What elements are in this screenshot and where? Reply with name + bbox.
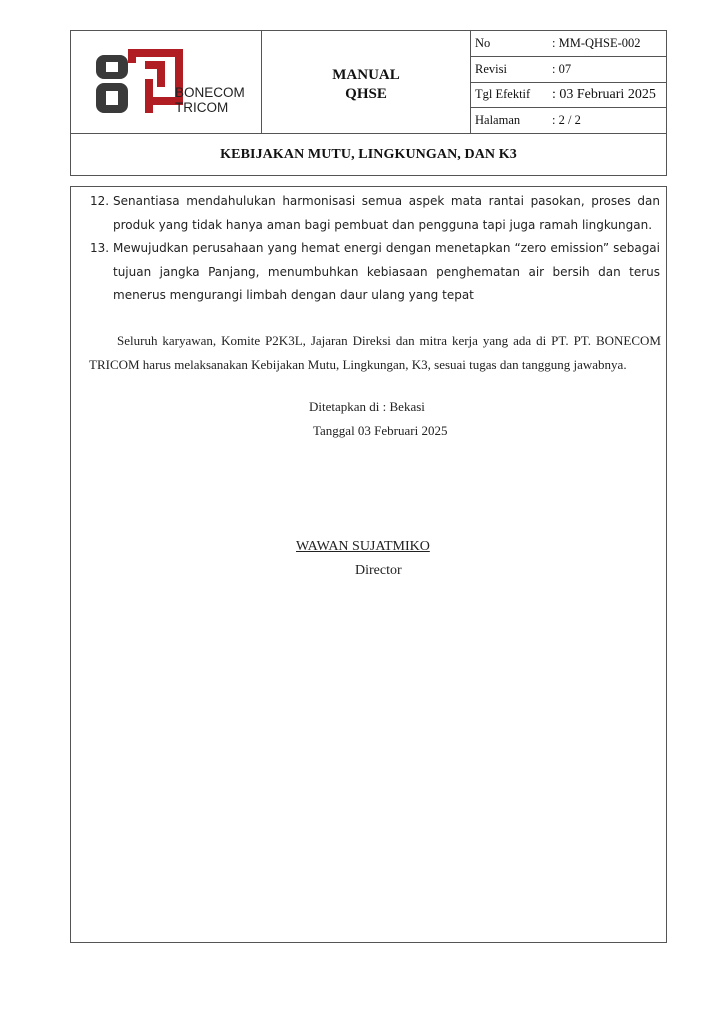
signature-place: Ditetapkan di : Bekasi bbox=[309, 399, 425, 414]
logo-text-2: TRICOM bbox=[175, 100, 229, 115]
manual-title bbox=[262, 31, 471, 133]
logo-text-1: BONECOM bbox=[175, 85, 245, 100]
meta-row-revisi bbox=[471, 57, 666, 83]
meta-row-tgl-efektif bbox=[471, 83, 666, 109]
signatory-role: Director bbox=[355, 563, 402, 578]
manual-title-line1: MANUAL bbox=[332, 67, 400, 83]
meta-label: No bbox=[475, 35, 491, 50]
manual-title-line2: QHSE bbox=[345, 86, 387, 102]
company-logo bbox=[71, 31, 262, 135]
company-logo-cell bbox=[71, 31, 262, 133]
list-number: 13. bbox=[90, 241, 110, 255]
meta-label: Tgl Efektif bbox=[475, 87, 531, 102]
policy-paragraph: Seluruh karyawan, Komite P2K3L, Jajaran Direksi dan mitra kerja yang ada di PT. PT. BONECOM TRICOM harus melaksanakan Kebijakan Mutu, Lingkungan, K3, sesuai tugas dan tanggung jawabnya. bbox=[89, 333, 661, 372]
meta-value: : 03 Februari 2025 bbox=[552, 86, 656, 102]
meta-value: : 07 bbox=[552, 61, 572, 76]
list-text: Senantiasa mendahulukan harmonisasi semua aspek mata rantai pasokan, proses dan produk yang tidak hanya aman bagi pembuat dan pengguna tapi juga ramah lingkungan. bbox=[113, 194, 660, 232]
meta-value: : 2 / 2 bbox=[552, 113, 581, 128]
signature-date: Tanggal 03 Februari 2025 bbox=[313, 423, 448, 438]
list-item bbox=[90, 190, 660, 237]
list-item bbox=[90, 237, 660, 308]
section-title: KEBIJAKAN MUTU, LINGKUNGAN, DAN K3 bbox=[70, 134, 667, 176]
meta-row-no bbox=[471, 31, 666, 57]
meta-row-halaman bbox=[471, 108, 666, 133]
list-number: 12. bbox=[90, 194, 110, 208]
document-body bbox=[70, 186, 667, 943]
signatory-name: WAWAN SUJATMIKO bbox=[296, 539, 430, 554]
policy-list bbox=[90, 190, 660, 308]
document-meta bbox=[471, 31, 666, 133]
meta-value: : MM-QHSE-002 bbox=[552, 35, 641, 50]
document-header bbox=[70, 30, 667, 134]
meta-label: Halaman bbox=[475, 113, 521, 128]
list-text: Mewujudkan perusahaan yang hemat energi dengan menetapkan “zero emission” sebagai tujuan jangka Panjang, menumbuhkan kebiasaan penghematan air bersih dan terus menerus mengurangi limbah dengan daur ulang yang tepat bbox=[113, 241, 660, 302]
meta-label: Revisi bbox=[475, 61, 507, 76]
